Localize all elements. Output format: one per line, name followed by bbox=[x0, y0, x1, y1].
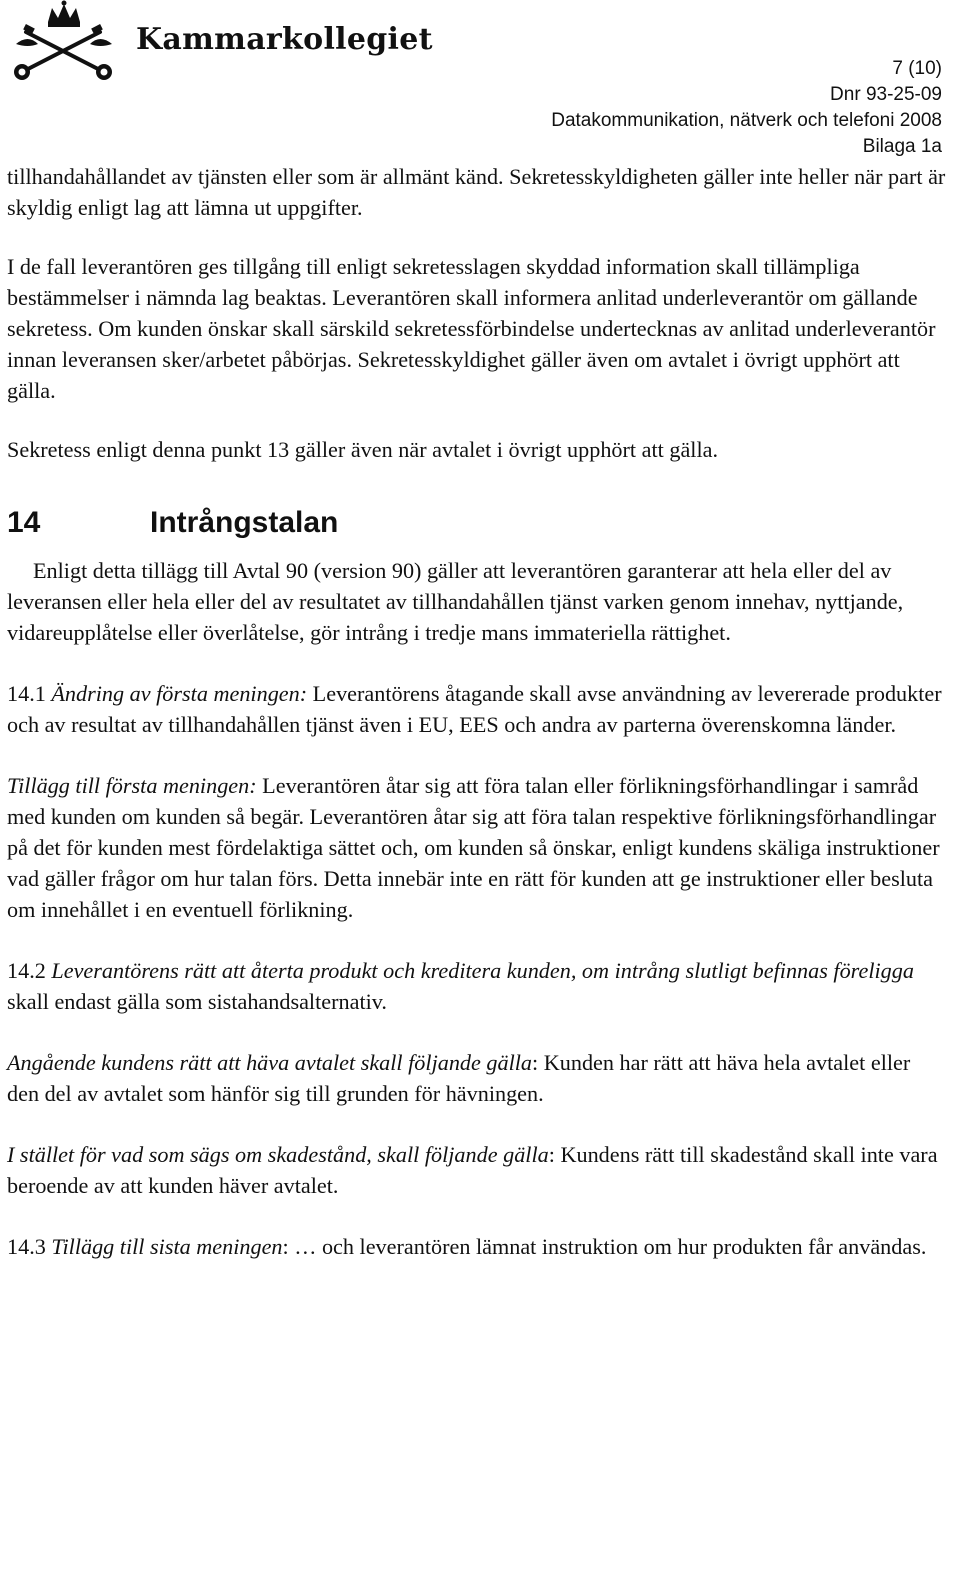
page-number: 7 (10) bbox=[892, 58, 942, 79]
section-heading bbox=[7, 503, 947, 543]
clause-text: Leverantörens åtagande skall avse användning av levererade produkter och av resultat av tillhandahållen tjänst även i EU, EES och andra av parterna överenskomna länder. bbox=[7, 681, 942, 737]
paragraph: Sekretess enligt denna punkt 13 gäller även när avtalet i övrigt upphört att gälla. bbox=[7, 437, 719, 462]
reference-number: Dnr 93-25-09 bbox=[830, 84, 942, 105]
attachment-label: Bilaga 1a bbox=[862, 136, 942, 157]
paragraph bbox=[7, 955, 947, 1017]
page-header bbox=[0, 0, 960, 157]
document-meta bbox=[551, 56, 942, 160]
clause-text: : Kunden har rätt att häva hela avtalet eller den del av avtalet som hänför sig till grunden för hävningen. bbox=[7, 1050, 911, 1106]
clause-number: 14.2 bbox=[7, 958, 52, 983]
section-title: Intrångstalan bbox=[150, 506, 339, 539]
clause-heading: Tillägg till första meningen: bbox=[7, 773, 257, 798]
clause-number: 14.1 bbox=[7, 681, 52, 706]
paragraph bbox=[7, 1231, 947, 1262]
clause-heading: Angående kundens rätt att häva avtalet skall följande gälla bbox=[7, 1050, 533, 1075]
paragraph: Enligt detta tillägg till Avtal 90 (version 90) gäller att leverantören garanterar att hela eller del av leveransen eller hela eller del av resultatet av tillhandahållen tjänst varken genom innehav, nyttjande, vidareupplåtelse eller överlåtelse, gör intrång i tredje mans immateriella rättighet. bbox=[7, 558, 904, 645]
clause-number: 14.3 bbox=[7, 1234, 52, 1259]
paragraph: tillhandahållandet av tjänsten eller som är allmänt känd. Sekretesskyldigheten gäller inte heller när part är skyldig enligt lag att lämna ut uppgifter. bbox=[7, 164, 946, 220]
crown-keys-emblem-icon bbox=[8, 0, 128, 80]
clause-text: Leverantören åtar sig att föra talan eller förlikningsförhandlingar i samråd med kunden om kunden så begär. Leverantören åtar sig att föra talan respektive förlikningsförhandlingar på det för kunden mest fördelaktiga sättet och, om kunden så önskar, enligt kundens skäliga instruktioner vad gäller frågor om hur talan förs. Detta innebär inte en rätt för kunden att ge instruktioner eller besluta om innehållet i en eventuell förlikning. bbox=[7, 773, 940, 922]
clause-text: skall endast gälla som sistahandsalternativ. bbox=[7, 989, 387, 1014]
paragraph: I de fall leverantören ges tillgång till enligt sekretesslagen skyddad information skall tillämpliga bestämmelser i nämnda lag beaktas. Leverantören skall informera anlitad underleverantör om gällande sekretess. Om kunden önskar skall särskild sekretessförbindelse undertecknas av anlitad underleverantör innan leveransen sker/arbetet påbörjas. Sekretesskyldighet gäller även om avtalet i övrigt upphört att gälla. bbox=[7, 254, 936, 403]
paragraph bbox=[7, 770, 947, 925]
document-title: Datakommunikation, nätverk och telefoni 2008 bbox=[551, 110, 942, 131]
clause-heading: Tillägg till sista meningen bbox=[51, 1234, 283, 1259]
paragraph bbox=[7, 1047, 947, 1109]
paragraph bbox=[7, 1139, 947, 1201]
kammarkollegiet-logo bbox=[8, 0, 433, 80]
clause-text: : Kundens rätt till skadestånd skall inte vara beroende av att kunden häver avtalet. bbox=[7, 1142, 938, 1198]
clause-heading: I stället för vad som sägs om skadestånd, skall följande gälla bbox=[7, 1142, 549, 1167]
document-body bbox=[7, 161, 947, 1262]
clause-heading: Leverantörens rätt att återta produkt och kreditera kunden, om intrång slutligt befinnas föreligga bbox=[51, 958, 914, 983]
clause-text: : … och leverantören lämnat instruktion om hur produkten får användas. bbox=[282, 1234, 927, 1259]
paragraph bbox=[7, 678, 947, 740]
logo-text: Kammarkollegiet bbox=[136, 22, 433, 57]
clause-heading: Ändring av första meningen: bbox=[51, 681, 308, 706]
section-number: 14 bbox=[7, 506, 41, 539]
